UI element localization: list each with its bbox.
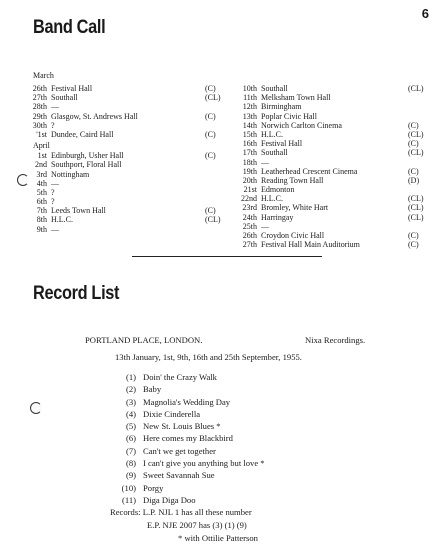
gig-date: 11th bbox=[243, 93, 257, 103]
gig-type: (C) bbox=[408, 240, 419, 250]
gig-type: (C) bbox=[408, 139, 419, 149]
track-title: I can't give you anything but love * bbox=[143, 458, 265, 469]
track-number: (6) bbox=[125, 433, 136, 444]
gig-venue: Southport, Floral Hall bbox=[51, 160, 122, 170]
gig-row bbox=[30, 102, 220, 111]
track-item bbox=[110, 371, 265, 383]
track-item bbox=[110, 432, 265, 444]
gig-row bbox=[30, 170, 220, 179]
gig-row bbox=[30, 188, 220, 197]
gig-row bbox=[240, 167, 430, 176]
gig-row bbox=[240, 222, 430, 231]
gig-row bbox=[240, 176, 430, 185]
ep-line: E.P. NJE 2007 has (3) (1) (9) bbox=[147, 520, 247, 530]
gig-row bbox=[30, 225, 220, 234]
gig-type: (CL) bbox=[408, 212, 424, 222]
gig-date: 1st bbox=[37, 151, 47, 161]
gig-row bbox=[240, 121, 430, 130]
gig-date: '1st bbox=[36, 129, 47, 139]
gig-row bbox=[240, 139, 430, 148]
gig-type: (CL) bbox=[408, 148, 424, 158]
track-item bbox=[110, 469, 265, 481]
track-title: Diga Diga Doo bbox=[143, 494, 196, 505]
gig-date: 3rd bbox=[36, 169, 47, 179]
gig-venue: Festival Hall bbox=[51, 84, 93, 93]
gig-date: 22nd bbox=[241, 194, 257, 204]
gig-venue: Leatherhead Crescent Cinema bbox=[261, 166, 358, 176]
gig-row bbox=[30, 179, 220, 188]
gig-date: 20th bbox=[242, 175, 257, 185]
gig-date: 7th bbox=[36, 206, 47, 216]
gig-venue: — bbox=[51, 102, 59, 112]
records-line: Records: L.P. NJL 1 has all these number bbox=[110, 507, 252, 517]
gig-row bbox=[240, 130, 430, 139]
gig-date: 28th bbox=[32, 102, 47, 112]
gig-row bbox=[30, 93, 220, 102]
gig-type: (C) bbox=[205, 111, 216, 121]
gig-row bbox=[240, 240, 430, 249]
gig-type: (CL) bbox=[408, 194, 424, 204]
gig-venue: Edinburgh, Usher Hall bbox=[51, 151, 124, 161]
gig-venue: Leeds Town Hall bbox=[51, 206, 106, 216]
gig-venue: Festival Hall Main Auditorium bbox=[261, 240, 360, 250]
gig-row bbox=[240, 185, 430, 194]
gig-venue: Croydon Civic Hall bbox=[261, 231, 325, 240]
gig-date: 4th bbox=[36, 178, 47, 188]
track-item bbox=[110, 482, 265, 494]
gig-venue: Poplar Civic Hall bbox=[261, 111, 317, 121]
gig-date: 29th bbox=[32, 111, 47, 121]
gig-type: (CL) bbox=[408, 84, 424, 93]
gig-row bbox=[30, 215, 220, 224]
section-divider bbox=[132, 256, 322, 257]
gig-row bbox=[30, 197, 220, 206]
gig-row bbox=[240, 84, 430, 93]
gig-date: 24th bbox=[242, 212, 257, 222]
band-call-right-column bbox=[240, 84, 430, 249]
gig-date: 6th bbox=[36, 197, 47, 207]
gig-date: 12th bbox=[242, 102, 257, 112]
gig-type: (C) bbox=[408, 120, 419, 130]
record-label: Nixa Recordings. bbox=[305, 335, 366, 345]
track-item bbox=[110, 457, 265, 469]
track-title: Sweet Savannah Sue bbox=[143, 470, 215, 481]
gig-venue: — bbox=[261, 221, 269, 231]
gig-venue: Nottingham bbox=[51, 169, 90, 179]
gig-row bbox=[240, 158, 430, 167]
gig-venue: Southall bbox=[51, 93, 78, 103]
gig-venue: Dundee, Caird Hall bbox=[51, 129, 114, 139]
gig-venue: Southall bbox=[261, 84, 288, 93]
track-number: (8) bbox=[125, 458, 136, 469]
gig-venue: Harringay bbox=[261, 212, 294, 222]
track-item bbox=[110, 494, 265, 506]
track-list bbox=[110, 371, 265, 506]
gig-venue: — bbox=[261, 157, 269, 167]
gig-date: 2nd bbox=[35, 160, 47, 170]
record-list-heading: Record List bbox=[33, 283, 120, 304]
gig-venue: ? bbox=[51, 120, 55, 130]
gig-date: 14th bbox=[242, 120, 257, 130]
track-number: (5) bbox=[125, 421, 136, 432]
gig-venue: Southall bbox=[261, 148, 288, 158]
gig-row bbox=[240, 231, 430, 240]
gig-venue: Reading Town Hall bbox=[261, 175, 324, 185]
gig-venue: ? bbox=[51, 187, 55, 197]
gig-type: (C) bbox=[205, 129, 216, 139]
punch-hole-mark bbox=[30, 402, 42, 414]
gig-type: (CL) bbox=[205, 215, 221, 225]
gig-type: (C) bbox=[408, 166, 419, 176]
track-number: (11) bbox=[122, 494, 136, 505]
track-title: Baby bbox=[143, 384, 162, 395]
gig-date: 15th bbox=[242, 129, 257, 139]
track-title: Can't we get together bbox=[143, 445, 216, 456]
gig-type: (C) bbox=[205, 151, 216, 161]
band-call-left-column bbox=[30, 84, 220, 234]
gig-type: (C) bbox=[205, 206, 216, 216]
track-title: Magnolia's Wedding Day bbox=[143, 396, 231, 407]
track-number: (1) bbox=[125, 372, 136, 382]
gig-date: 21st bbox=[243, 185, 257, 195]
gig-venue: H.L.C. bbox=[51, 215, 73, 225]
gig-row bbox=[30, 112, 220, 121]
gig-venue: Edmonton bbox=[261, 185, 295, 195]
gig-row bbox=[30, 130, 220, 139]
track-number: (2) bbox=[125, 384, 136, 395]
page-number: 6 bbox=[421, 6, 429, 21]
track-item bbox=[110, 420, 265, 432]
gig-venue: Glasgow, St. Andrews Hall bbox=[51, 111, 138, 121]
gig-venue: ? bbox=[51, 197, 55, 207]
gig-row bbox=[30, 206, 220, 215]
gig-date: 16th bbox=[242, 139, 257, 149]
gig-type: (C) bbox=[205, 84, 216, 93]
track-item bbox=[110, 383, 265, 395]
track-item bbox=[110, 408, 265, 420]
gig-row bbox=[30, 151, 220, 160]
gig-venue: Norwich Carlton Cinema bbox=[261, 120, 342, 130]
track-number: (7) bbox=[125, 445, 136, 456]
month-label-march: March bbox=[33, 71, 54, 80]
track-title: Doin' the Crazy Walk bbox=[143, 372, 217, 382]
track-title: Dixie Cinderella bbox=[143, 408, 201, 419]
gig-date: 18th bbox=[242, 157, 257, 167]
gig-type: (D) bbox=[408, 175, 420, 185]
gig-row bbox=[240, 102, 430, 111]
gig-date: 8th bbox=[36, 215, 47, 225]
gig-date: 9th bbox=[36, 224, 47, 234]
recording-venue: PORTLAND PLACE, LONDON. bbox=[85, 335, 203, 345]
gig-date: 5th bbox=[36, 187, 47, 197]
gig-date: 17th bbox=[242, 148, 257, 158]
gig-date: 27th bbox=[32, 93, 47, 103]
gig-date: 19th bbox=[242, 166, 257, 176]
punch-hole-mark bbox=[17, 174, 29, 186]
gig-date: 13th bbox=[242, 111, 257, 121]
gig-venue: — bbox=[51, 224, 59, 234]
track-number: (10) bbox=[121, 482, 136, 493]
footnote: * with Ottilie Patterson bbox=[178, 533, 258, 543]
gig-row bbox=[240, 213, 430, 222]
track-item bbox=[110, 396, 265, 408]
recording-dates: 13th January, 1st, 9th, 16th and 25th September, 1955. bbox=[115, 352, 302, 362]
gig-venue: — bbox=[51, 178, 59, 188]
month-label-april: April bbox=[33, 141, 50, 151]
gig-type: (C) bbox=[408, 231, 419, 240]
band-call-heading: Band Call bbox=[33, 17, 106, 38]
gig-venue: H.L.C. bbox=[261, 194, 283, 204]
gig-row bbox=[240, 148, 430, 157]
gig-venue: Bromley, White Hart bbox=[261, 203, 329, 213]
track-number: (4) bbox=[125, 408, 136, 419]
gig-date: 26th bbox=[32, 84, 47, 93]
gig-venue: Melksham Town Hall bbox=[261, 93, 331, 103]
gig-date: 25th bbox=[242, 221, 257, 231]
gig-row bbox=[30, 160, 220, 169]
gig-row bbox=[240, 112, 430, 121]
gig-venue: Birmingham bbox=[261, 102, 302, 112]
gig-row bbox=[240, 93, 430, 102]
track-title: Porgy bbox=[143, 482, 164, 493]
gig-type: (CL) bbox=[408, 203, 424, 213]
gig-venue: H.L.C. bbox=[261, 129, 283, 139]
gig-date: 30th bbox=[32, 120, 47, 130]
gig-date: 23rd bbox=[242, 203, 257, 213]
gig-date: 27th bbox=[242, 240, 257, 250]
gig-type: (CL) bbox=[408, 129, 424, 139]
track-title: New St. Louis Blues * bbox=[143, 421, 221, 432]
gig-date: 10th bbox=[242, 84, 257, 93]
gig-row bbox=[240, 203, 430, 212]
gig-row bbox=[30, 84, 220, 93]
gig-date: 26th bbox=[242, 231, 257, 240]
gig-row bbox=[240, 194, 430, 203]
gig-row bbox=[30, 121, 220, 130]
track-title: Here comes my Blackbird bbox=[143, 433, 233, 444]
track-number: (3) bbox=[125, 396, 136, 407]
track-item bbox=[110, 445, 265, 457]
gig-venue: Festival Hall bbox=[261, 139, 303, 149]
track-number: (9) bbox=[125, 470, 136, 481]
gig-type: (CL) bbox=[205, 93, 221, 103]
